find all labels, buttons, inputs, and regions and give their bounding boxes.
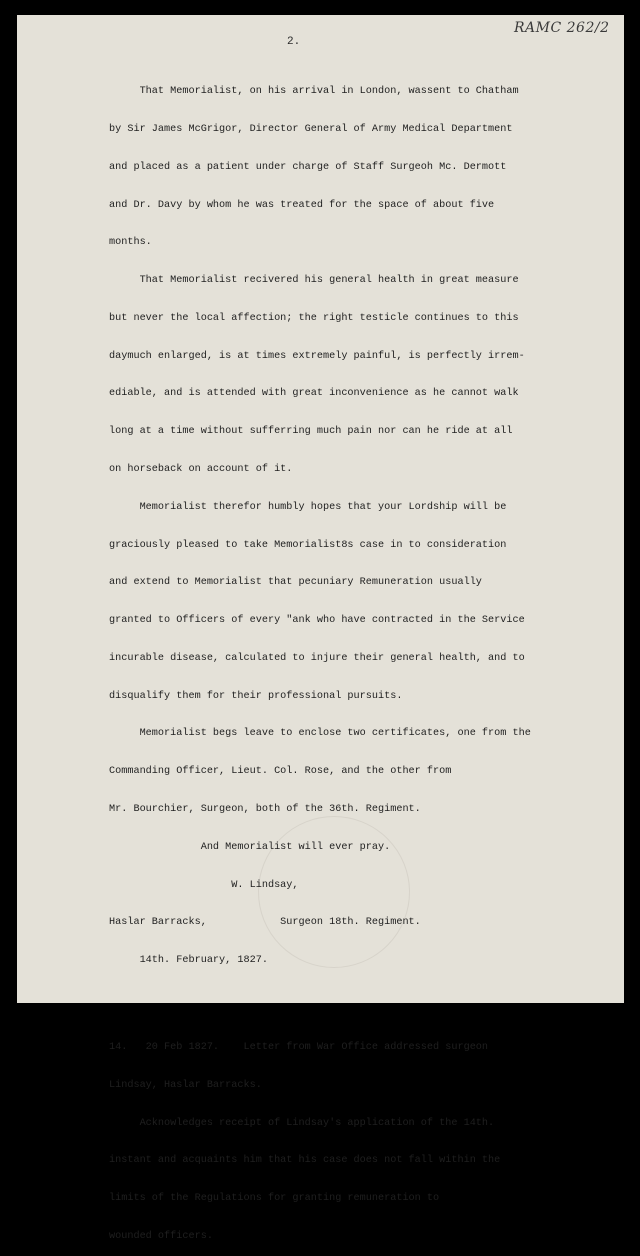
memorial-line: and placed as a patient under charge of Staff Surgeoh Mc. Dermott xyxy=(109,161,507,173)
letter-line: wounded officers. xyxy=(109,1231,213,1243)
letter-line: instant and acquaints him that his case does not fall within the xyxy=(109,1155,501,1167)
letter-line: limits of the Regulations for granting remuneration to xyxy=(109,1193,440,1205)
signature-line: W. Lindsay, xyxy=(109,879,299,891)
memorial-line: ediable, and is attended with great inconvenience as he cannot walk xyxy=(109,388,519,400)
letter-line: Acknowledges receipt of Lindsay's application of the 14th. xyxy=(109,1117,495,1129)
memorial-line: Memorialist begs leave to enclose two certificates, one from the xyxy=(109,728,531,740)
memorial-line: Memorialist therefor humbly hopes that your Lordship will be xyxy=(109,501,507,513)
memorial-line: long at a time without sufferring much pain nor can he ride at all xyxy=(109,426,513,438)
memorial-line: and Dr. Davy by whom he was treated for the space of about five xyxy=(109,199,495,211)
memorial-line: That Memorialist recivered his general health in great measure xyxy=(109,275,519,287)
date-line: 14th. February, 1827. xyxy=(109,955,268,967)
address-line: Haslar Barracks, Surgeon 18th. Regiment. xyxy=(109,917,421,929)
memorial-line: That Memorialist, on his arrival in London, wassent to Chatham xyxy=(109,86,519,98)
memorial-line: and extend to Memorialist that pecuniary Remuneration usually xyxy=(109,577,482,589)
memorial-line: by Sir James McGrigor, Director General of Army Medical Department xyxy=(109,123,513,135)
section-divider-space xyxy=(109,993,549,1017)
archive-reference: RAMC 262/2 xyxy=(514,20,610,36)
typed-text xyxy=(109,61,549,1256)
memorial-line: Commanding Officer, Lieut. Col. Rose, and the other from xyxy=(109,766,452,778)
memorial-line: on horseback on account of it. xyxy=(109,464,293,475)
memorial-line: daymuch enlarged, is at times extremely painful, is perfectly irrem- xyxy=(109,350,525,362)
memorial-line: And Memorialist will ever pray. xyxy=(109,841,391,853)
memorial-line: but never the local affection; the right testicle continues to this xyxy=(109,312,519,324)
letter-line: Lindsay, Haslar Barracks. xyxy=(109,1079,262,1091)
memorial-line: graciously pleased to take Memorialist8s case in to consideration xyxy=(109,539,507,551)
memorial-line: incurable disease, calculated to injure their general health, and to xyxy=(109,652,525,664)
memorial-line: disqualify them for their professional pursuits. xyxy=(109,690,403,702)
memorial-line: Mr. Bourchier, Surgeon, both of the 36th. Regiment. xyxy=(109,804,421,816)
memorial-line: granted to Officers of every "ank who have contracted in the Service xyxy=(109,615,525,627)
memorial-line: months. xyxy=(109,237,152,249)
page-number: 2. xyxy=(287,36,301,48)
letter-line: 14. 20 Feb 1827. Letter from War Office addressed surgeon xyxy=(109,1042,489,1054)
